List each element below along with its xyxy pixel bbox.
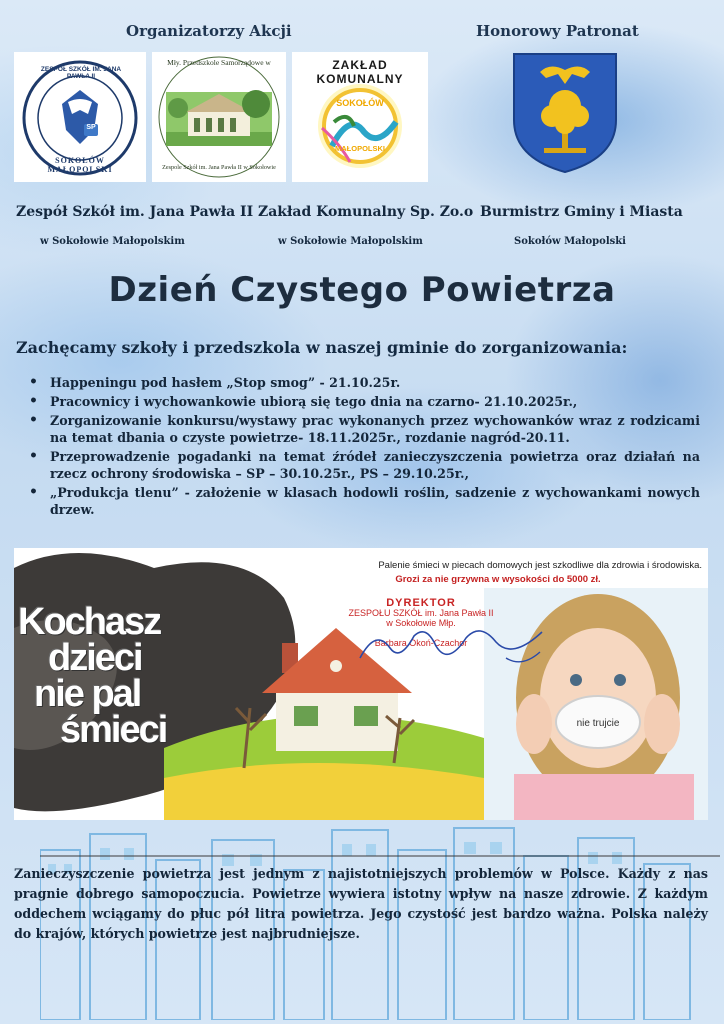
organizer-2-name: Zakład Komunalny Sp. Zo.o bbox=[258, 204, 474, 220]
list-item: • „Produkcja tlenu” - założenie w klasach hodowli roślin, sadzenie z wychowankami nowych drzew. bbox=[20, 484, 700, 518]
intro-text: Zachęcamy szkoły i przedszkola w naszej gminie do zorganizowania: bbox=[16, 338, 628, 357]
signature-icon bbox=[356, 618, 546, 678]
school-seal-center-text: SP bbox=[86, 124, 96, 131]
school-seal-top-text: ZESPÓŁ SZKÓŁ IM. JANA PAWŁA II bbox=[40, 66, 122, 80]
list-item: • Happeningu pod hasłem „Stop smog” - 21.10.25r. bbox=[20, 374, 700, 391]
patron-label: Honorowy Patronat bbox=[476, 22, 639, 40]
organizer-1-city: w Sokołowie Małopolskim bbox=[40, 236, 185, 247]
organizer-1-name: Zespół Szkół im. Jana Pawła II bbox=[16, 204, 254, 220]
list-item: • Pracownicy i wychowankowie ubiorą się tego dnia na czarno- 21.10.2025r., bbox=[20, 393, 700, 410]
utility-inner-bottom: MAŁOPOLSKI bbox=[335, 144, 385, 153]
utility-logo bbox=[292, 52, 428, 182]
mask-text: nie trujcie bbox=[576, 718, 620, 729]
slogan-line-3: nie pal bbox=[34, 673, 141, 715]
smoke-warning-text: Palenie śmieci w piecach domowych jest szkodliwe dla zdrowia i środowiska. bbox=[378, 560, 702, 571]
organizer-3-city: Sokołów Małopolski bbox=[514, 236, 626, 247]
kindergarten-caption-top: Mły. Przedszkole Samorządowe w bbox=[167, 58, 271, 67]
bottom-paragraph: Zanieczyszczenie powietrza jest jednym z najistotniejszych problemów w Polsce. Każdy z nas pragnie dobrego samopoczucia. Powietrze wywiera istotny wpływ na nasze zdrowie. Z każdym oddechem wciągamy do płuc pół litra powietrza. Jego czystość jest bardzo ważna. Polska należy do krajów, których powietrze jest najbrudniejsze. bbox=[14, 866, 708, 941]
utility-inner-top: SOKOŁÓW bbox=[336, 98, 384, 108]
stamp-line-1: ZESPOŁU SZKÓŁ im. Jana Pawła II bbox=[348, 608, 494, 618]
kindergarten-logo bbox=[152, 52, 286, 182]
school-logo bbox=[14, 52, 146, 182]
campaign-banner bbox=[14, 548, 708, 820]
stamp-title: DYREKTOR bbox=[386, 597, 456, 609]
slogan-line-4: śmieci bbox=[60, 709, 167, 751]
list-item: • Zorganizowanie konkursu/wystawy prac wykonanych przez wychowanków wraz z rodzicami na temat dbania o czyste powietrze- 18.11.2025r., rozdanie nagród-20.11. bbox=[20, 412, 700, 446]
slogan-line-1: Kochasz bbox=[18, 601, 161, 643]
list-item: • Przeprowadzenie pogadanki na temat źródeł zanieczyszczenia powietrza oraz działań na rzecz ochrony środowiska – SP – 30.10.25r., PS – 29.10.25r., bbox=[20, 448, 700, 482]
kindergarten-caption-bottom: Zespole Szkół im. Jana Pawła II w Sokołowie bbox=[162, 164, 276, 171]
organizer-3-name: Burmistrz Gminy i Miasta bbox=[480, 204, 683, 220]
school-seal-bottom-text: SOKOŁÓW MAŁOPOLSKI bbox=[47, 156, 113, 174]
fine-warning-text: Grozi za nie grzywna w wysokości do 5000 zł. bbox=[395, 574, 601, 585]
page-title: Dzień Czystego Powietrza bbox=[108, 270, 616, 310]
organizers-label: Organizatorzy Akcji bbox=[126, 22, 292, 40]
activities-list bbox=[20, 374, 700, 520]
organizer-2-city: w Sokołowie Małopolskim bbox=[278, 236, 423, 247]
utility-arc-text: ZAKŁAD KOMUNALNY bbox=[316, 58, 404, 86]
coat-of-arms bbox=[510, 50, 620, 174]
stamp-line-2: w Sokołowie Młp. bbox=[386, 618, 456, 628]
slogan-line-2: dzieci bbox=[48, 637, 142, 679]
stamp-name: Barbara Okoń-Czachor bbox=[374, 638, 468, 648]
